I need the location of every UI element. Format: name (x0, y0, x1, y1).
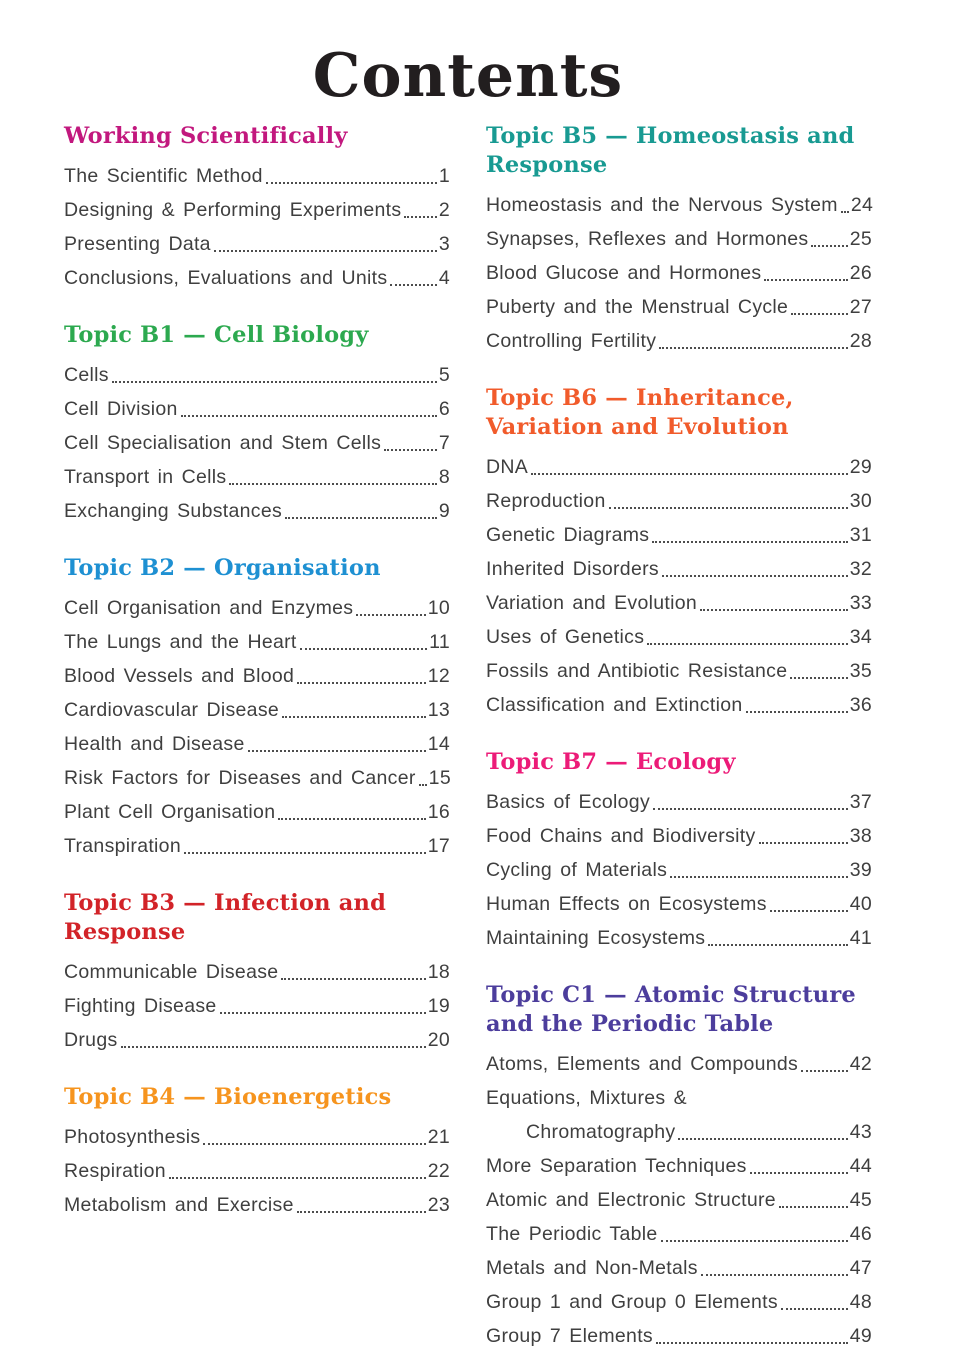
entry-label: Cell Specialisation and Stem Cells (64, 432, 382, 454)
entry-label: Cycling of Materials (486, 859, 668, 881)
dotted-leader (278, 818, 425, 820)
entry-label: Transport in Cells (64, 466, 227, 488)
dotted-leader (404, 216, 436, 218)
entry-label: Classification and Extinction (486, 694, 743, 716)
entry-page-number: 12 (427, 665, 450, 687)
entry-label: Metals and Non-Metals (486, 1257, 698, 1279)
entry-page-number: 5 (438, 364, 450, 386)
dotted-leader (708, 944, 847, 946)
toc-entry (64, 795, 450, 829)
toc-entry (486, 688, 872, 722)
section-entry-list (64, 1120, 450, 1222)
entry-page-number: 2 (438, 199, 450, 221)
section-heading: Topic B3 — Infection and Response (64, 890, 387, 945)
entry-page-number: 17 (427, 835, 450, 857)
entry-page-number: 7 (438, 432, 450, 454)
toc-entry (64, 693, 450, 727)
entry-page-number: 22 (427, 1160, 450, 1182)
entry-label: Inherited Disorders (486, 558, 659, 580)
toc-entry (486, 1251, 872, 1285)
toc-entry (486, 484, 872, 518)
dotted-leader (790, 677, 847, 679)
entry-page-number: 16 (427, 801, 450, 823)
toc-entry (64, 1023, 450, 1057)
entry-page-number: 48 (849, 1291, 872, 1313)
entry-page-number: 44 (849, 1155, 872, 1177)
entry-label: Cells (64, 364, 109, 386)
entry-label: Food Chains and Biodiversity (486, 825, 756, 847)
dotted-leader (266, 182, 437, 184)
entry-page-number: 39 (849, 859, 872, 881)
toc-entry (64, 1120, 450, 1154)
toc-entry (64, 358, 450, 392)
dotted-leader (184, 852, 426, 854)
entry-page-number: 1 (438, 165, 450, 187)
entry-page-number: 3 (438, 233, 450, 255)
entry-label: Homeostasis and the Nervous System (486, 194, 838, 216)
entry-page-number: 33 (849, 592, 872, 614)
dotted-leader (811, 245, 847, 247)
entry-label: Human Effects on Ecosystems (486, 893, 767, 915)
toc-entry (64, 829, 450, 863)
toc-entry (486, 620, 872, 654)
dotted-leader (647, 643, 847, 645)
toc-entry (486, 654, 872, 688)
toc-section-topic-b6-inheritance-variation-and-evolution (486, 384, 872, 722)
toc-section-topic-b7-ecology (486, 748, 872, 955)
toc-section-topic-b2-organisation (64, 554, 450, 863)
dotted-leader (390, 284, 436, 286)
entry-page-number: 43 (849, 1121, 872, 1143)
toc-entry (486, 1149, 872, 1183)
section-heading: Topic B5 — Homeostasis and Response (486, 123, 855, 178)
entry-page-number: 35 (849, 660, 872, 682)
dotted-leader (181, 415, 437, 417)
entry-label: Puberty and the Menstrual Cycle (486, 296, 789, 318)
entry-label: Plant Cell Organisation (64, 801, 276, 823)
section-heading: Topic B6 — Inheritance, Variation and Evolution (486, 385, 794, 440)
dotted-leader (779, 1206, 848, 1208)
dotted-leader (297, 1211, 426, 1213)
dotted-leader (169, 1177, 426, 1179)
entry-page-number: 29 (849, 456, 872, 478)
toc-entry (486, 1047, 872, 1081)
entry-label: Metabolism and Exercise (64, 1194, 294, 1216)
toc-entry (486, 1285, 872, 1319)
section-entry-list (486, 188, 872, 358)
dotted-leader (656, 1342, 848, 1344)
toc-entry (486, 1115, 872, 1149)
toc-entry (486, 450, 872, 484)
dotted-leader (203, 1143, 425, 1145)
page-title: Contents (312, 41, 624, 111)
entry-page-number: 41 (849, 927, 872, 949)
entry-page-number: 9 (438, 500, 450, 522)
dotted-leader (841, 211, 849, 213)
entry-label: Designing & Performing Experiments (64, 199, 402, 221)
toc-entry (486, 586, 872, 620)
toc-entry (64, 494, 450, 528)
section-entry-list (486, 1047, 872, 1353)
dotted-leader (300, 648, 428, 650)
toc-entry (486, 518, 872, 552)
dotted-leader (659, 347, 847, 349)
section-entry-list (486, 785, 872, 955)
entry-label: Cardiovascular Disease (64, 699, 280, 721)
toc-section-topic-b1-cell-biology (64, 321, 450, 528)
dotted-leader (419, 784, 427, 786)
entry-label: Fossils and Antibiotic Resistance (486, 660, 788, 682)
entry-page-number: 25 (849, 228, 872, 250)
entry-page-number: 14 (427, 733, 450, 755)
entry-label: Photosynthesis (64, 1126, 201, 1148)
dotted-leader (652, 541, 847, 543)
entry-page-number: 47 (849, 1257, 872, 1279)
toc-entry (64, 727, 450, 761)
entry-label: The Periodic Table (486, 1223, 658, 1245)
entry-label: Genetic Diagrams (486, 524, 650, 546)
toc-entry (64, 193, 450, 227)
toc-entry (486, 819, 872, 853)
dotted-leader (701, 1274, 848, 1276)
toc-entry (486, 324, 872, 358)
dotted-leader (661, 1240, 848, 1242)
entry-label: Reproduction (486, 490, 606, 512)
section-entry-list (64, 591, 450, 863)
entry-page-number: 11 (429, 631, 450, 653)
toc-columns (64, 122, 872, 1353)
section-heading: Topic B2 — Organisation (64, 555, 381, 581)
toc-entry (64, 955, 450, 989)
entry-label: Group 1 and Group 0 Elements (486, 1291, 778, 1313)
dotted-leader (384, 449, 437, 451)
dotted-leader (229, 483, 436, 485)
dotted-leader (764, 279, 847, 281)
entry-page-number: 28 (849, 330, 872, 352)
entry-page-number: 37 (849, 791, 872, 813)
toc-entry (64, 625, 450, 659)
dotted-leader (678, 1138, 847, 1140)
dotted-leader (670, 876, 848, 878)
entry-label: Uses of Genetics (486, 626, 645, 648)
toc-entry (486, 887, 872, 921)
toc-entry (486, 188, 872, 222)
section-heading: Working Scientifically (64, 123, 348, 149)
section-heading: Topic B7 — Ecology (486, 749, 736, 775)
entry-label: Conclusions, Evaluations and Units (64, 267, 388, 289)
dotted-leader (770, 910, 848, 912)
toc-entry (64, 159, 450, 193)
dotted-leader (297, 682, 426, 684)
dotted-leader (653, 808, 848, 810)
toc-section-topic-b5-homeostasis-and-response (486, 122, 872, 358)
entry-page-number: 23 (427, 1194, 450, 1216)
entry-page-number: 15 (428, 767, 451, 789)
toc-entry (64, 659, 450, 693)
dotted-leader (781, 1308, 848, 1310)
toc-entry (64, 261, 450, 295)
entry-label: Atomic and Electronic Structure (486, 1189, 776, 1211)
entry-label: Blood Vessels and Blood (64, 665, 295, 687)
toc-entry (486, 1183, 872, 1217)
section-entry-list (64, 955, 450, 1057)
entry-page-number: 21 (427, 1126, 450, 1148)
dotted-leader (746, 711, 848, 713)
dotted-leader (281, 978, 425, 980)
dotted-leader (220, 1012, 426, 1014)
entry-label: Cell Division (64, 398, 178, 420)
entry-label: Communicable Disease (64, 961, 279, 983)
dotted-leader (750, 1172, 848, 1174)
entry-page-number: 10 (427, 597, 450, 619)
entry-label: The Scientific Method (64, 165, 263, 187)
toc-entry (486, 552, 872, 586)
toc-entry (486, 1217, 872, 1251)
toc-entry (64, 1188, 450, 1222)
toc-section-topic-c1-atomic-structure-and-the-periodic-table (486, 981, 872, 1353)
toc-section-topic-b4-bioenergetics (64, 1083, 450, 1222)
entry-label: Risk Factors for Diseases and Cancer (64, 767, 416, 789)
entry-label: Variation and Evolution (486, 592, 698, 614)
toc-entry (486, 1319, 872, 1353)
entry-label: Presenting Data (64, 233, 211, 255)
toc-entry (486, 853, 872, 887)
left-column (64, 122, 450, 1222)
entry-label: Maintaining Ecosystems (486, 927, 706, 949)
entry-page-number: 38 (849, 825, 872, 847)
entry-label: More Separation Techniques (486, 1155, 747, 1177)
dotted-leader (356, 614, 425, 616)
entry-page-number: 40 (849, 893, 872, 915)
toc-entry (486, 222, 872, 256)
toc-entry (64, 227, 450, 261)
dotted-leader (759, 842, 848, 844)
section-entry-list (486, 450, 872, 722)
entry-label: Basics of Ecology (486, 791, 651, 813)
toc-entry (64, 426, 450, 460)
entry-page-number: 19 (427, 995, 450, 1017)
entry-label: Fighting Disease (64, 995, 217, 1017)
toc-entry (486, 290, 872, 324)
toc-entry (486, 921, 872, 955)
toc-section-topic-b3-infection-and-response (64, 889, 450, 1057)
entry-label: DNA (486, 456, 529, 478)
entry-label: Respiration (64, 1160, 166, 1182)
toc-entry (486, 256, 872, 290)
entry-label: Group 7 Elements (486, 1325, 653, 1347)
entry-page-number: 24 (850, 194, 874, 216)
entry-page-number: 18 (427, 961, 450, 983)
entry-label: Equations, Mixtures & (486, 1087, 687, 1109)
section-entry-list (64, 159, 450, 295)
entry-page-number: 45 (849, 1189, 872, 1211)
toc-entry (64, 591, 450, 625)
entry-page-number: 30 (849, 490, 872, 512)
section-heading: Topic B1 — Cell Biology (64, 322, 369, 348)
entry-label: Exchanging Substances (64, 500, 283, 522)
toc-entry (64, 761, 450, 795)
entry-page-number: 6 (438, 398, 450, 420)
section-entry-list (64, 358, 450, 528)
entry-page-number: 31 (849, 524, 872, 546)
entry-page-number: 34 (849, 626, 872, 648)
dotted-leader (531, 473, 848, 475)
entry-label: The Lungs and the Heart (64, 631, 297, 653)
entry-label: Chromatography (526, 1121, 676, 1143)
entry-label: Controlling Fertility (486, 330, 657, 352)
dotted-leader (121, 1046, 426, 1048)
entry-page-number: 26 (849, 262, 872, 284)
dotted-leader (791, 313, 848, 315)
toc-entry (64, 1154, 450, 1188)
right-column (486, 122, 872, 1353)
section-heading: Topic C1 — Atomic Structure and the Periodic Table (486, 982, 856, 1037)
entry-page-number: 46 (849, 1223, 872, 1245)
entry-page-number: 36 (849, 694, 872, 716)
entry-label: Transpiration (64, 835, 181, 857)
entry-page-number: 42 (849, 1053, 872, 1075)
dotted-leader (248, 750, 426, 752)
toc-entry (64, 989, 450, 1023)
entry-label: Synapses, Reflexes and Hormones (486, 228, 809, 250)
dotted-leader (285, 517, 437, 519)
toc-section-working-scientifically (64, 122, 450, 295)
entry-label: Blood Glucose and Hormones (486, 262, 762, 284)
dotted-leader (214, 250, 437, 252)
toc-entry (64, 460, 450, 494)
toc-entry (486, 1081, 872, 1115)
entry-page-number: 13 (427, 699, 450, 721)
entry-label: Drugs (64, 1029, 118, 1051)
dotted-leader (700, 609, 848, 611)
toc-entry (64, 392, 450, 426)
toc-entry (486, 785, 872, 819)
dotted-leader (801, 1070, 848, 1072)
entry-page-number: 8 (438, 466, 450, 488)
entry-page-number: 20 (427, 1029, 450, 1051)
entry-label: Atoms, Elements and Compounds (486, 1053, 799, 1075)
entry-page-number: 4 (438, 267, 450, 289)
section-heading: Topic B4 — Bioenergetics (64, 1084, 392, 1110)
dotted-leader (112, 381, 437, 383)
entry-page-number: 49 (849, 1325, 872, 1347)
dotted-leader (662, 575, 848, 577)
entry-page-number: 32 (849, 558, 872, 580)
entry-page-number: 27 (849, 296, 872, 318)
dotted-leader (282, 716, 426, 718)
entry-label: Cell Organisation and Enzymes (64, 597, 354, 619)
entry-label: Health and Disease (64, 733, 245, 755)
dotted-leader (609, 507, 848, 509)
